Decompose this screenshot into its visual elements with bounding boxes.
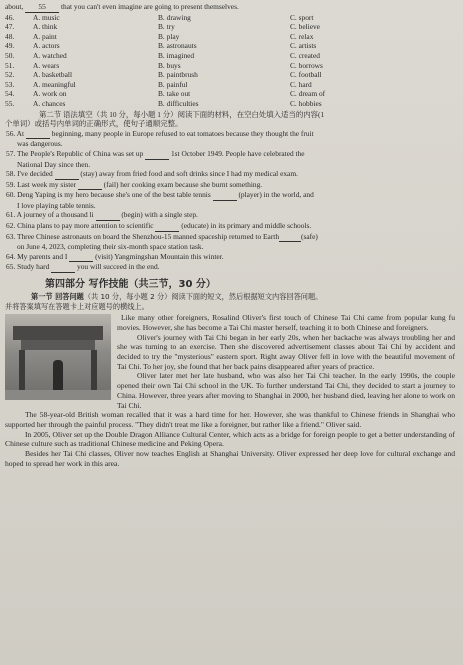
answer-blank[interactable] xyxy=(213,190,237,201)
item-text: 62. China plans to pay more attention to scientific xyxy=(6,221,156,231)
grammar-item xyxy=(5,180,455,191)
item-text: (fail) her cooking exam because she burnt something. xyxy=(101,179,263,189)
answer-blank-55: 55 xyxy=(25,2,59,13)
passage-paragraph: In 2005, Oliver set up the Double Dragon Alliance Cultural Center, which acts as a bridge for foreign people to get a better understanding of Chinese culture such as traditional Chinese medicine and Peking Opera. xyxy=(5,429,455,449)
item-text: 60. Deng Yaping is my hero because she's one of the best table tennis xyxy=(6,190,213,200)
section2-heading-cont: 个单词）或括号内单词的正确形式，使句子通顺完整。 xyxy=(5,119,183,129)
question-number: 48. xyxy=(5,31,15,41)
passage-paragraph: The 58-year-old British woman recalled that it was a hard time for her. However, she was thankful to Chinese friends in Shanghai who supported her through the painful process. "They didn't treat me like a foreigner, but rather like a friend." Oliver said. xyxy=(5,410,455,429)
item-text: 61. A journey of a thousand li xyxy=(6,210,96,220)
option-c: C. created xyxy=(290,50,320,60)
question-number: 55. xyxy=(5,98,15,108)
option-a: A. wears xyxy=(33,60,60,70)
section1-text: （共 10 分，每小题 2 分）阅读下面的短文，然后根据短文内容回答问题。 xyxy=(83,292,323,302)
option-c: C. relax xyxy=(290,31,314,41)
grammar-item xyxy=(5,221,455,232)
grammar-item xyxy=(5,262,455,273)
answer-blank[interactable] xyxy=(78,180,102,191)
option-c: C. believe xyxy=(290,22,320,32)
answer-blank[interactable] xyxy=(55,169,79,180)
answer-blank[interactable] xyxy=(51,262,75,273)
option-a: A. meaningful xyxy=(33,79,76,89)
option-c: C. dream of xyxy=(290,89,326,99)
item-text: (player) in the world, and xyxy=(236,190,314,200)
item-text: 59. Last week my sister xyxy=(6,179,78,189)
item-continuation: National Day since then. xyxy=(17,159,91,169)
option-a: A. paint xyxy=(33,31,57,41)
item-continuation: on June 4, 2023, completing their six-month space station task. xyxy=(17,242,204,252)
option-c: C. hobbies xyxy=(290,98,322,108)
question-number: 50. xyxy=(5,50,15,60)
option-a: A. music xyxy=(33,12,60,22)
item-text: 64. My parents and I xyxy=(6,251,70,261)
item-text: (safe) xyxy=(301,231,318,241)
item-continuation: was dangerous. xyxy=(17,139,63,149)
option-b: B. paintbrush xyxy=(158,70,198,80)
option-a: A. basketball xyxy=(33,70,72,80)
option-a: A. chances xyxy=(33,98,66,108)
grammar-item xyxy=(5,129,455,140)
option-b: B. painful xyxy=(158,79,188,89)
option-a: A. think xyxy=(33,22,58,32)
section1-heading xyxy=(5,292,455,302)
item-text: beginning, many people in Europe refused to eat tomatoes because they thought the fruit xyxy=(49,128,314,138)
item-text: (begin) with a single step. xyxy=(119,210,198,220)
option-c: C. artists xyxy=(290,41,317,51)
option-c: C. sport xyxy=(290,12,314,22)
section1-heading-cont: 并将答案填写在答题卡上对应题号的横线上。 xyxy=(5,301,149,311)
passage-paragraph: Like many other foreigners, Rosalind Oliver's first touch of Chinese Tai Chi came from popular kung fu movies. However, she has become a Tai Chi master herself, teaching it to both Chinese and foreigners. xyxy=(117,313,455,332)
option-b: B. drawing xyxy=(158,12,191,22)
top-line xyxy=(5,2,455,13)
answer-blank[interactable] xyxy=(96,210,120,221)
reading-passage xyxy=(5,313,455,468)
grammar-item xyxy=(5,210,455,221)
choice-options xyxy=(5,13,455,109)
item-text: 57. The People's Republic of China was set up xyxy=(6,148,146,158)
answer-blank[interactable] xyxy=(26,129,50,140)
answer-blank[interactable] xyxy=(155,221,179,232)
section2-heading: 第二节 语法填空（共 10 分，每小题 1 分）阅读下面的材料，在空白处填入适当的内容(1 xyxy=(39,109,325,119)
part4-title: 第四部分 写作技能（共三节，30 分） xyxy=(45,279,216,291)
option-c: C. hard xyxy=(290,79,312,89)
grammar-item xyxy=(5,149,455,160)
option-b: B. astronauts xyxy=(158,41,197,51)
question-number: 51. xyxy=(5,60,15,70)
grammar-items xyxy=(5,129,455,273)
item-text: (educate) in its primary and middle schools. xyxy=(179,221,312,231)
item-text: 1st October 1949. People have celebrated the xyxy=(169,148,305,158)
top-line-suffix: that you can't even imagine are going to present themselves. xyxy=(59,2,239,11)
option-b: B. try xyxy=(158,22,175,32)
option-b: B. imagined xyxy=(158,50,195,60)
answer-blank[interactable] xyxy=(279,232,301,243)
section1-label: 第一节 回答问题 xyxy=(31,292,84,302)
option-a: A. watched xyxy=(33,50,67,60)
item-text: (stay) away from fried food and soft drinks since I had my medical exam. xyxy=(78,169,298,179)
passage-paragraph: Besides her Tai Chi classes, Oliver now teaches English at Shanghai University. Oliver expressed her deep love for cultural exchange and hoped to spread her work in this area. xyxy=(5,449,455,468)
grammar-item xyxy=(5,169,455,180)
option-b: B. play xyxy=(158,31,180,41)
item-text: 58. I've decided xyxy=(6,169,55,179)
answer-blank[interactable] xyxy=(69,252,93,263)
question-number: 47. xyxy=(5,22,15,32)
option-a: A. actors xyxy=(33,41,60,51)
item-text: you will succeed in the end. xyxy=(75,262,160,272)
option-a: A. work on xyxy=(33,89,67,99)
item-text: 56. At xyxy=(6,128,26,138)
passage-paragraph: Oliver's journey with Tai Chi began in her early 20s, when her backache was always troubling her and she was turning to an exercise. Then she discovered advertisement classes about Tai Chi by accident and decided to try the "mysterious" eastern sport. Right away Oliver fell in love with the beautiful movement of Tai Chi. To her joy, she found that her back pains disappeared after years of practice. xyxy=(117,332,455,371)
option-c: C. borrows xyxy=(290,60,323,70)
question-number: 52. xyxy=(5,70,15,80)
item-text: 63. Three Chinese astronauts on board the Shenzhou-15 manned spaceship returned to Earth xyxy=(6,231,280,241)
item-text: 65. Study hard xyxy=(6,262,52,272)
passage-paragraph: Oliver later met her late husband, who was also her Tai Chi teacher. In the early 1990s, the couple opened their own Tai Chi school in the UK. To further understand Tai Chi, they decided to start a journey to China. However, three years after moving to Shanghai in 2000, her husband died, leaving her alone to work on Tai Chi. xyxy=(117,371,455,410)
grammar-item xyxy=(5,190,455,201)
option-b: B. difficulties xyxy=(158,98,199,108)
question-number: 46. xyxy=(5,12,15,22)
top-line-prefix: about, xyxy=(5,2,26,11)
option-b: B. take out xyxy=(158,89,191,99)
option-c: C. football xyxy=(290,70,322,80)
item-continuation: I love playing table tennis. xyxy=(17,200,96,210)
question-number: 49. xyxy=(5,41,15,51)
grammar-item xyxy=(5,252,455,263)
answer-blank[interactable] xyxy=(145,149,169,160)
item-text: (visit) Yangmingshan Mountain this winter. xyxy=(93,251,224,261)
tai-chi-photo xyxy=(5,314,111,400)
question-number: 53. xyxy=(5,79,15,89)
question-number: 54. xyxy=(5,89,15,99)
grammar-item xyxy=(5,232,455,243)
option-b: B. buys xyxy=(158,60,181,70)
